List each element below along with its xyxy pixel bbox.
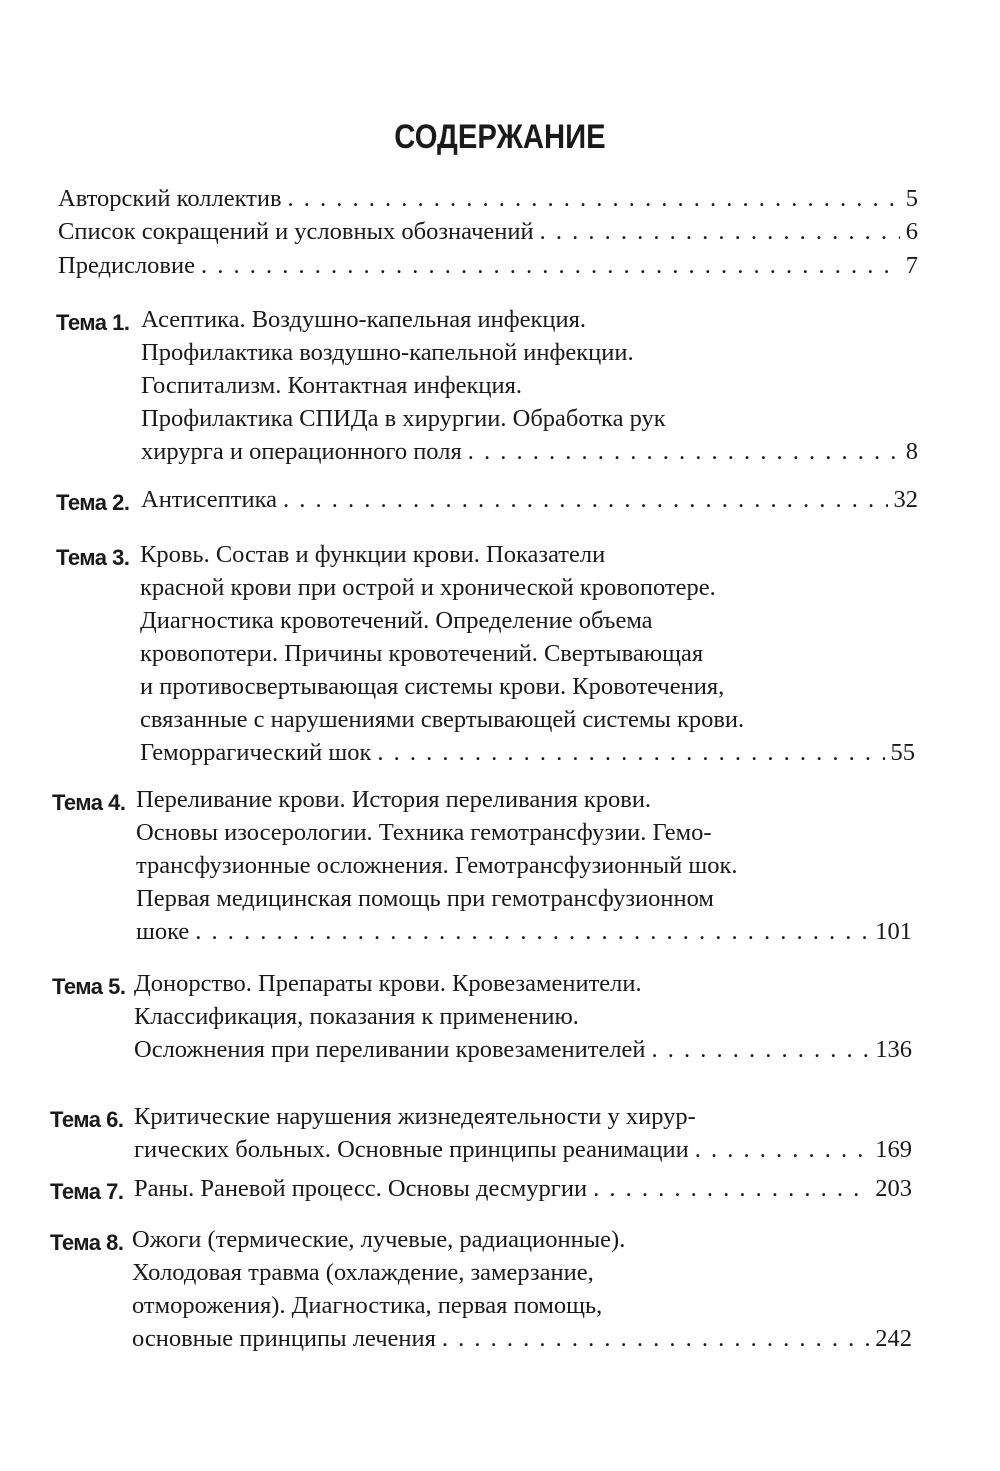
entry-text: Авторский коллектив [58,185,282,212]
page-number: 169 [875,1136,912,1163]
page-number: 55 [890,739,915,766]
leader-dots [468,435,900,468]
entry-text: Раны. Раневой процесс. Основы десмургии [134,1175,588,1202]
topic-label: Тема 4. [52,790,126,815]
page-number: 8 [905,438,918,465]
toc-entry-front-2[interactable] [58,215,918,248]
toc-entry-topic-5[interactable] [134,1033,912,1066]
toc-entry-topic-3[interactable] [140,736,915,769]
topic-label: Тема 3. [56,545,130,570]
topic-text-line: Кровь. Состав и функции крови. Показатели [140,541,606,568]
topic-text-line: и противосвертывающая системы крови. Кровотечения, [140,673,725,700]
page-number: 5 [905,185,918,212]
topic-text-line: отморожения). Диагностика, первая помощь, [132,1292,603,1319]
entry-text: Предисловие [58,252,195,279]
leader-dots [652,1033,870,1066]
topic-label: Тема 8. [50,1230,124,1255]
topic-text-line: связанные с нарушениями свертывающей системы крови. [140,706,745,733]
page-number: 203 [875,1175,912,1202]
leader-dots [540,215,900,248]
entry-text: Антисептика [141,486,278,513]
page-number: 32 [893,486,918,513]
topic-text-line: красной крови при острой и хронической кровопотере. [140,574,716,601]
topic-text-line: Первая медицинская помощь при гемотрансфузионном [136,885,714,912]
leader-dots [283,483,887,516]
leader-dots [288,182,900,215]
topic-label: Тема 5. [52,974,126,999]
topic-text-line: Профилактика СПИДа в хирургии. Обработка рук [141,405,666,432]
topic-label: Тема 1. [56,310,130,335]
page-number: 101 [875,918,912,945]
topic-text-line: Переливание крови. История переливания крови. [136,786,652,813]
entry-text: Геморрагический шок [140,739,372,766]
topic-text-line: Ожоги (термические, лучевые, радиационные). [132,1226,626,1253]
topic-label: Тема 6. [50,1107,124,1132]
topic-text-line: Госпитализм. Контактная инфекция. [141,372,523,399]
topic-text-line: кровопотери. Причины кровотечений. Свертывающая [140,640,704,667]
entry-text: гических больных. Основные принципы реанимации [134,1136,689,1163]
leader-dots [195,915,869,948]
leader-dots [377,736,884,769]
entry-text: Список сокращений и условных обозначений [58,218,534,245]
entry-text: Осложнения при переливании кровезаменителей [134,1036,646,1063]
topic-text-line: Профилактика воздушно-капельной инфекции. [141,339,634,366]
toc-entry-topic-1[interactable] [141,435,918,468]
page-number: 7 [905,252,918,279]
leader-dots [593,1172,869,1205]
topic-text-line: Критические нарушения жизнедеятельности у хирур- [134,1103,696,1130]
topic-label: Тема 7. [50,1179,124,1204]
topic-text-line: Холодовая травма (охлаждение, замерзание, [132,1259,594,1286]
toc-entry-topic-2[interactable] [141,483,918,516]
leader-dots [201,249,900,282]
page-number: 136 [875,1036,912,1063]
toc-entry-topic-8[interactable] [132,1322,912,1355]
page-title: СОДЕРЖАНИЕ [394,118,606,156]
topic-text-line: Асептика. Воздушно-капельная инфекция. [141,306,586,333]
toc-entry-front-3[interactable] [58,249,918,282]
topic-text-line: Диагностика кровотечений. Определение объема [140,607,653,634]
topic-text-line: трансфузионные осложнения. Гемотрансфузионный шок. [136,852,738,879]
toc-entry-topic-7[interactable] [134,1172,912,1205]
topic-text-line: Основы изосерологии. Техника гемотрансфузии. Гемо- [136,819,712,846]
page-number: 6 [905,218,918,245]
page-number: 242 [875,1325,912,1352]
entry-text: основные принципы лечения [132,1325,436,1352]
entry-text: шоке [136,918,190,945]
topic-label: Тема 2. [56,490,130,515]
leader-dots [695,1133,870,1166]
topic-text-line: Классификация, показания к применению. [134,1003,579,1030]
toc-entry-topic-4[interactable] [136,915,912,948]
toc-entry-topic-6[interactable] [134,1133,912,1166]
entry-text: хирурга и операционного поля [141,438,462,465]
toc-entry-front-1[interactable] [58,182,918,215]
topic-text-line: Донорство. Препараты крови. Кровезаменители. [134,970,642,997]
leader-dots [442,1322,869,1355]
